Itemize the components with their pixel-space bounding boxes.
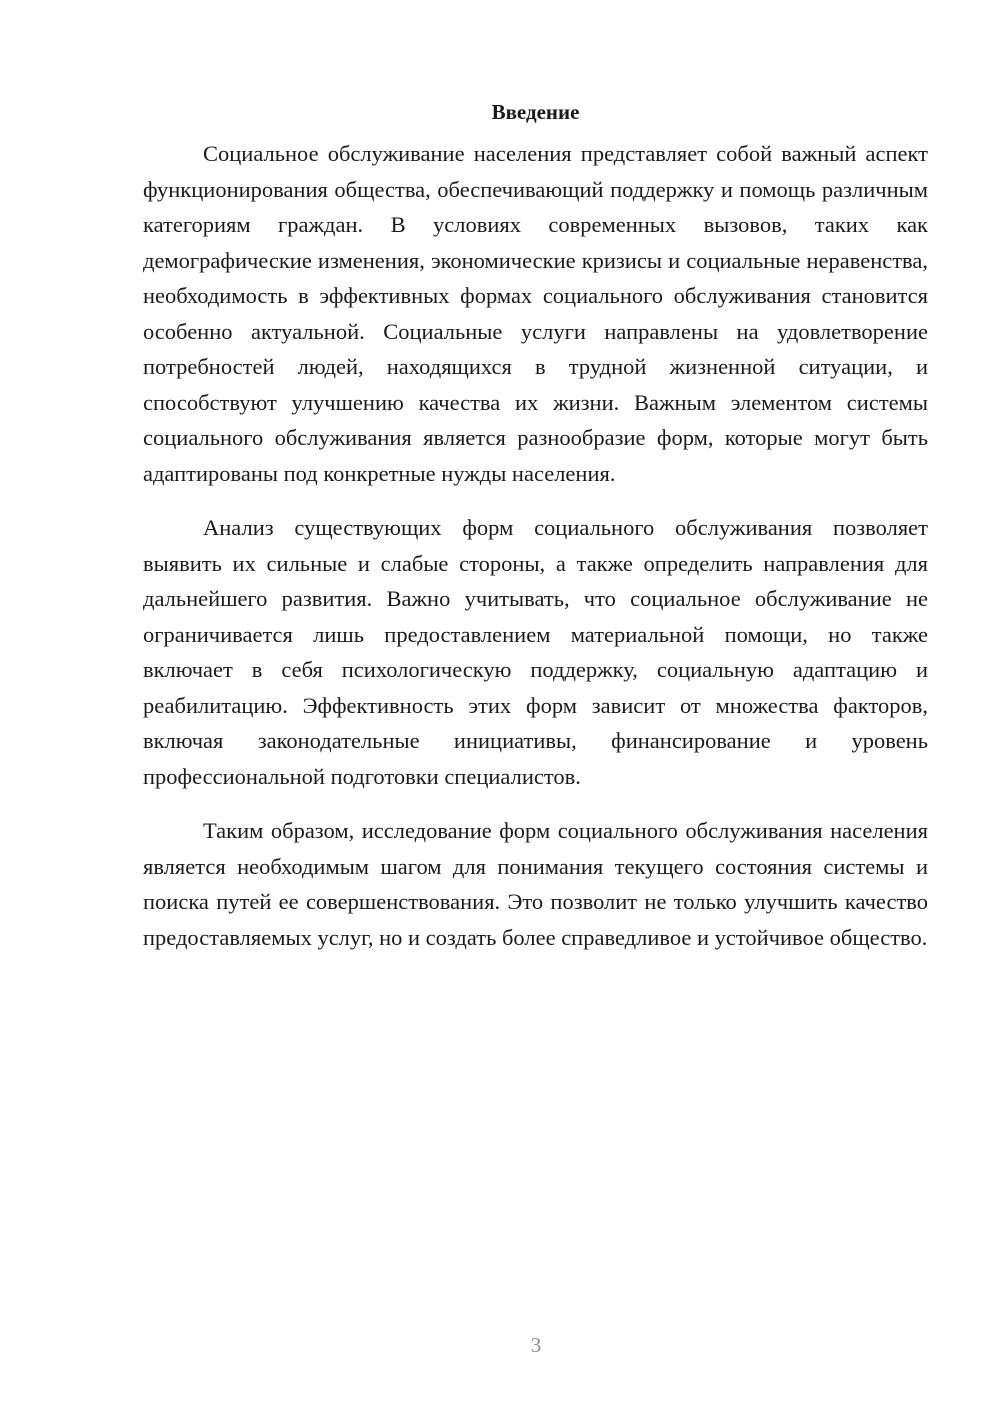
paragraph-analysis: Анализ существующих форм социального обслуживания позволяет выявить их сильные и слабые стороны, а также определить направления для дальнейшего развития. Важно учитывать, что социальное обслуживание не ограничивается лишь предоставлением материальной помощи, но также включает в себя психологическую поддержку, социальную адаптацию и реабилитацию. Эффективность этих форм зависит от множества факторов, включая законодательные инициативы, финансирование и уровень профессиональной подготовки специалистов. [143,515,928,789]
paragraph-conclusion: Таким образом, исследование форм социального обслуживания населения является необходимым шагом для понимания текущего состояния системы и поиска путей ее совершенствования. Это позволит не только улучшить качество предоставляемых услуг, но и создать более справедливое и устойчивое общество. [143,818,928,950]
paragraph-intro: Социальное обслуживание населения представляет собой важный аспект функционирования общества, обеспечивающий поддержку и помощь различным категориям граждан. В условиях современных вызовов, таких как демографические изменения, экономические кризисы и социальные неравенства, необходимость в эффективных формах социального обслуживания становится особенно актуальной. Социальные услуги направлены на удовлетворение потребностей людей, находящихся в трудной жизненной ситуации, и способствуют улучшению качества их жизни. Важным элементом системы социального обслуживания является разнообразие форм, которые могут быть адаптированы под конкретные нужды населения. [143,141,928,486]
page-content [143,92,928,955]
page-number: 3 [530,1333,542,1357]
section-title: Введение [491,100,580,124]
